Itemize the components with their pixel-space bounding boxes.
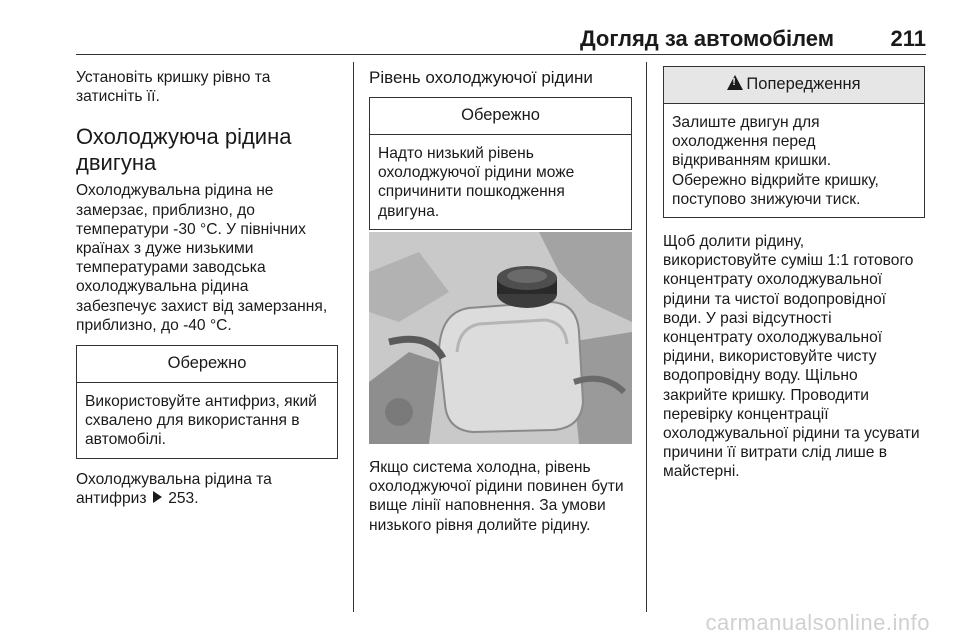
column-divider-2 bbox=[646, 62, 647, 612]
warning-box bbox=[663, 66, 925, 218]
intro-text: Установіть кришку рівно та затисніть її. bbox=[76, 69, 271, 106]
caution-box-level bbox=[369, 97, 632, 230]
page-reference-icon bbox=[153, 491, 162, 503]
engine-bay-illustration bbox=[369, 232, 632, 444]
column-divider-1 bbox=[353, 62, 354, 612]
section-heading-level: Рівень охолоджуючої рідини bbox=[369, 68, 593, 87]
watermark: carmanualsonline.info bbox=[705, 610, 930, 635]
column-1 bbox=[76, 68, 341, 508]
header-title: Догляд за автомобілем bbox=[579, 26, 834, 51]
caution-body: Надто низький рівень охолоджуючої рідини може спричинити пошкодження двигуна. bbox=[378, 145, 575, 220]
refill-instructions: Щоб долити рідину, використовуйте суміш 1:1 готового концентрату охолоджувальної рідини та чистої водопровідної води. У разі відсутності концентрату охолоджувальної рідини, використовуйте чисту водопровідну воду. Щільно закрийте кришку. Проводити перевірку концентрації охолоджувальної рідини та усувати причини її витрати слід лише в майстерні. bbox=[663, 233, 920, 481]
section-heading-coolant: Охолоджуюча рідина двигуна bbox=[76, 124, 292, 176]
column-3 bbox=[663, 66, 925, 482]
coolant-description: Охолоджувальна рідина не замерзає, приблизно, до температури -30 °C. У північних країнах з дуже низькими температурами заводська охолоджувальна рідина забезпечує захист від замерзання, приблизно, до -40 °C. bbox=[76, 182, 328, 334]
antifreeze-reference: Охолоджувальна рідина та антифриз 253. bbox=[76, 470, 272, 507]
warning-icon bbox=[727, 75, 743, 90]
page-reference-link[interactable]: 253. bbox=[168, 489, 199, 507]
caution-title: Обережно bbox=[370, 98, 631, 135]
coolant-reservoir-photo bbox=[369, 232, 632, 444]
column-2 bbox=[369, 68, 632, 230]
page-header bbox=[76, 24, 926, 55]
caution-box-antifreeze bbox=[76, 345, 338, 459]
warning-body: Залиште двигун для охолодження перед відкриванням кришки. Обережно відкрийте кришку, поступово знижуючи тиск. bbox=[672, 114, 879, 208]
page-number: 211 bbox=[890, 26, 926, 51]
caution-body: Використовуйте антифриз, який схвалено для використання в автомобілі. bbox=[85, 393, 317, 449]
level-description: Якщо система холодна, рівень охолоджуючої рідини повинен бути вище лінії наповнення. За умови низького рівня долийте рідину. bbox=[369, 459, 624, 534]
caution-title: Обережно bbox=[77, 346, 337, 383]
warning-title: !Попередження bbox=[664, 67, 924, 104]
